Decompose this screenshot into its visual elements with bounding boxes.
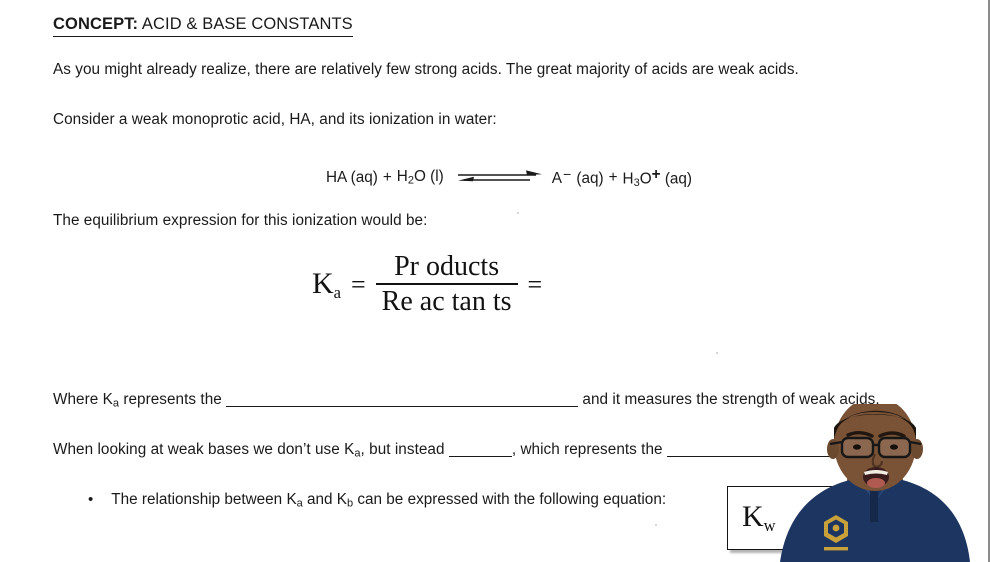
scan-speckle — [655, 524, 657, 526]
kb-intro-subscript: a — [354, 447, 361, 460]
bullet-text — [111, 491, 666, 509]
fill-in-blank-kb-symbol[interactable] — [449, 456, 512, 457]
kb-intro-prefix: When looking at weak bases we don’t use K — [53, 441, 355, 458]
ka-definition-subscript: a — [112, 397, 120, 410]
chem-product-hydronium — [623, 166, 692, 189]
ka-equation — [312, 252, 552, 317]
kb-intro-mid: , but instead — [360, 441, 449, 458]
bullet-sub-b: b — [347, 497, 354, 510]
title-concept-label: CONCEPT: — [53, 15, 139, 33]
conj-base-state: (aq) — [576, 170, 604, 188]
kw-variable-letter: K — [742, 500, 764, 534]
paragraph-consider-acid: Consider a weak monoprotic acid, HA, and its ionization in water: — [53, 111, 497, 128]
paragraph-strong-acids: As you might already realize, there are relatively few strong acids. The great majority of acids are weak acids. — [53, 61, 799, 78]
hydronium-o: O — [639, 170, 652, 188]
ka-equals-first: = — [351, 269, 366, 299]
kw-variable-subscript: w — [763, 515, 776, 535]
ka-fraction — [376, 252, 518, 317]
bullet-suffix: can be expressed with the following equation: — [353, 491, 667, 508]
bullet-prefix: The relationship between K — [111, 491, 297, 508]
presenter-video-overlay — [762, 404, 988, 562]
paragraph-equilibrium-expression: The equilibrium expression for this ionization would be: — [53, 212, 428, 229]
bullet-and: and K — [302, 491, 348, 508]
bullet-sub-a: a — [296, 497, 303, 510]
hydronium-h: H — [622, 170, 634, 188]
hydronium-subscript: 3 — [633, 177, 640, 189]
water-o-state: O (l) — [413, 168, 444, 186]
slide-frame-right-rule — [988, 0, 990, 562]
bullet-dot-icon: • — [88, 491, 94, 508]
ka-equals-second: = — [527, 269, 543, 299]
chemical-equation — [326, 166, 692, 189]
equilibrium-arrow-icon — [458, 170, 542, 186]
ka-variable-subscript: a — [333, 282, 341, 302]
conj-base-charge: − — [562, 166, 572, 183]
chem-plus-2: + — [608, 168, 618, 186]
page-title — [53, 15, 353, 37]
ka-definition-mid: represents the — [119, 391, 227, 408]
chem-reactant-water — [397, 168, 444, 186]
ka-definition-prefix: Where K — [53, 391, 113, 408]
presenter-figure-icon — [762, 404, 988, 562]
ka-definition-suffix: and it measures the strength of weak acids. — [578, 391, 880, 408]
kb-intro-mid2: , which represents the — [511, 441, 667, 458]
water-h: H — [396, 168, 408, 186]
fill-in-blank-ka-definition[interactable] — [226, 406, 578, 407]
ka-denominator: Re ac tan ts — [381, 286, 512, 318]
chem-product-conjugate-base — [552, 166, 604, 188]
hydronium-charge: + — [651, 166, 661, 183]
ka-numerator: Pr oducts — [394, 251, 500, 282]
paragraph-ka-definition — [53, 391, 880, 409]
water-subscript: 2 — [407, 174, 414, 187]
chem-reactant-ha: HA (aq) — [326, 168, 378, 186]
chem-plus-1: + — [382, 168, 392, 186]
hydronium-state: (aq) — [664, 170, 693, 188]
conj-base-a: A — [551, 170, 562, 188]
scan-speckle — [716, 352, 718, 354]
scan-speckle — [517, 212, 519, 214]
list-item-ka-kb-relationship — [88, 491, 666, 509]
title-topic-text: ACID & BASE CONSTANTS — [138, 15, 353, 33]
ka-variable-letter: K — [312, 266, 334, 300]
ka-variable — [312, 267, 341, 303]
